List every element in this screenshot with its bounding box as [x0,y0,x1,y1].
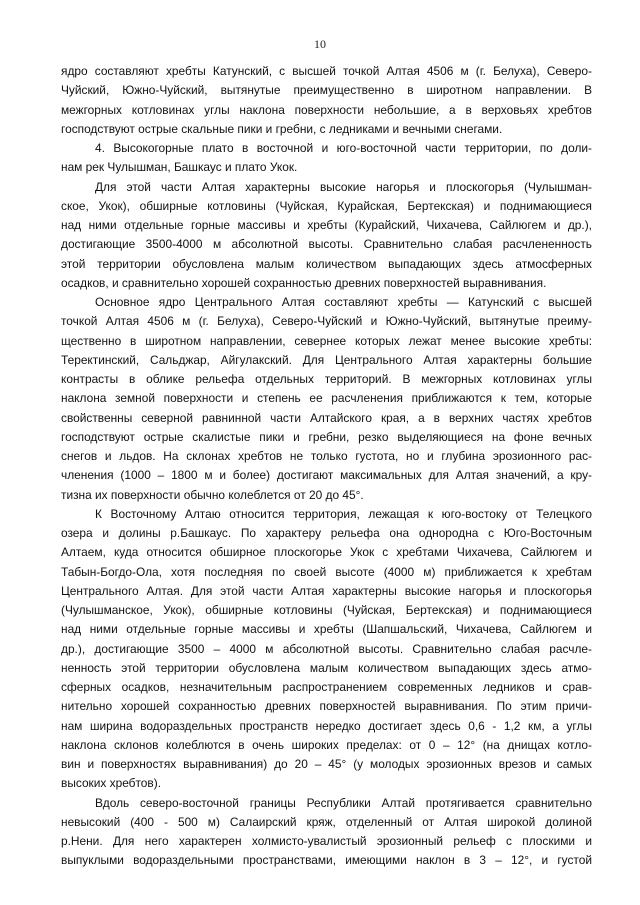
text-line: точкой Алтая 4506 м (г. Белуха), Северо-Чуйский и Южно-Чуйский, вытянутые преиму- [61,314,592,329]
text-line: невысокий (400 - 500 м) Салаирский кряж, отделенный от Алтая широкой долиной [61,814,592,829]
text-line: господствуют острые скалистые пики и гребни, резко выделяющиеся на фоне вечных [61,429,592,444]
text-line: нам ширина водораздельных пространств нередко достигает здесь 0,6 - 1,2 км, а углы [61,718,592,733]
text-line: членения (1000 – 1800 м и более) достигают максимальных для Алтая значений, а кру- [61,468,592,483]
page-number: 10 [314,37,326,51]
text-line: вин и поверхностях выравнивания) до 20 – 45° (у молодых эрозионных врезов и самых [61,757,592,771]
text-line: Вдоль северо-восточной границы Республики Алтай протягивается сравнительно [95,795,592,810]
text-line: тизна их поверхности обычно колеблется от 20 до 45°. [61,487,364,502]
text-line: Для этой части Алтая характерны высокие нагорья и плоскогорья (Чулышман- [95,179,592,194]
text-line: этой территории обусловлена малым количеством выпадающих здесь атмосферных [61,256,592,271]
text-line: др.), достигающие 3500 – 4000 м абсолютной высоты. Сравнительно слабая расчле- [61,641,592,656]
text-line: контрасты в облике рельефа отдельных территорий. В межгорных котловинах углы [61,372,592,386]
text-line: достигающие 3500-4000 м абсолютной высоты. Сравнительно слабая расчлененность [61,237,592,252]
text-line: межгорных котловинах углы наклона поверхности небольшие, а в верховьях хребтов [61,102,592,117]
text-line: ское, Укок), обширные котловины (Чуйская, Курайская, Бертекская) и поднимающиеся [61,198,592,213]
text-line: озера и долины р.Башкаус. По характеру рельефа она однородна с Юго-Восточным [61,526,592,540]
text-line: (Чулышманское, Укок), обширные котловины (Чуйская, Бертекская) и поднимающиеся [61,603,592,617]
text-line: Табын-Богдо-Ола, хотя последняя по своей высоте (4000 м) приближается к хребтам [61,564,592,579]
text-line: наклона земной поверхности и степень ее расчленения приближаются к тем, которые [61,391,592,406]
text-line: над ними отдельные горные массивы и хребты (Шапшальский, Чихачева, Сайлюгем и [61,622,592,637]
text-line: 4. Высокогорные плато в восточной и юго-восточной части территории, по доли- [95,141,592,155]
text-line: Центрального Алтая. Для этой части Алтая характерны высокие нагорья и плоскогорья [61,583,592,598]
text-line: над ними отдельные горные массивы и хребты (Курайский, Чихачева, Сайлюгем и др.), [61,218,592,232]
text-line: снегов и льдов. На склонах хребтов не только густота, но и глубина эрозионного рас- [61,449,592,463]
text-line: свойственны северной равнинной части Алтайского края, а в верхних частях хребтов [61,410,592,425]
text-line: К Восточному Алтаю относится территория, лежащая к юго-востоку от Телецкого [95,506,592,521]
text-line: высоких хребтов). [61,776,162,791]
text-line: ядро составляют хребты Катунский, с высшей точкой Алтая 4506 м (г. Белуха), Северо- [61,64,592,78]
text-line: Чуйский, Южно-Чуйский, вытянутые преимущественно в широтном направлении. В [61,83,592,98]
text-line: сферных осадков, незначительным распространением современных ледников и срав- [61,680,592,694]
text-line: нам рек Чулышман, Башкаус и плато Укок. [61,160,298,175]
text-line: господствуют острые скальные пики и гребни, с ледниками и вечными снегами. [61,121,503,136]
text-line: наклона склонов колеблются в очень широких пределах: от 0 – 12° (на днищах котло- [61,737,592,752]
body-text [61,62,592,871]
text-line: щественно в широтном направлении, севернее которых лежат менее высокие хребты: [61,333,592,348]
text-line: Алтаем, куда относится обширное плоскогорье Укок с хребтами Чихачева, Сайлюгем и [61,545,592,560]
text-line: осадков, и сравнительно хорошей сохранностью древних поверхностей выравнивания. [61,275,547,290]
text-line: выпуклыми водораздельными пространствами, имеющими наклон в 3 – 12°, и густой [61,853,592,868]
text-line: Теректинский, Сальджар, Айгулакский. Для Центрального Алтая характерны большие [61,352,592,367]
text-line: Основное ядро Центрального Алтая составляют хребты — Катунский с высшей [95,295,592,309]
text-line: нительно хорошей сохранностью древних поверхностей выравнивания. По этим причи- [61,699,592,714]
text-line: ненность этой территории обусловлена малым количеством выпадающих здесь атмо- [61,660,592,675]
text-line: р.Нени. Для него характерен холмисто-увалистый эрозионный рельеф с плоскими и [61,834,592,848]
